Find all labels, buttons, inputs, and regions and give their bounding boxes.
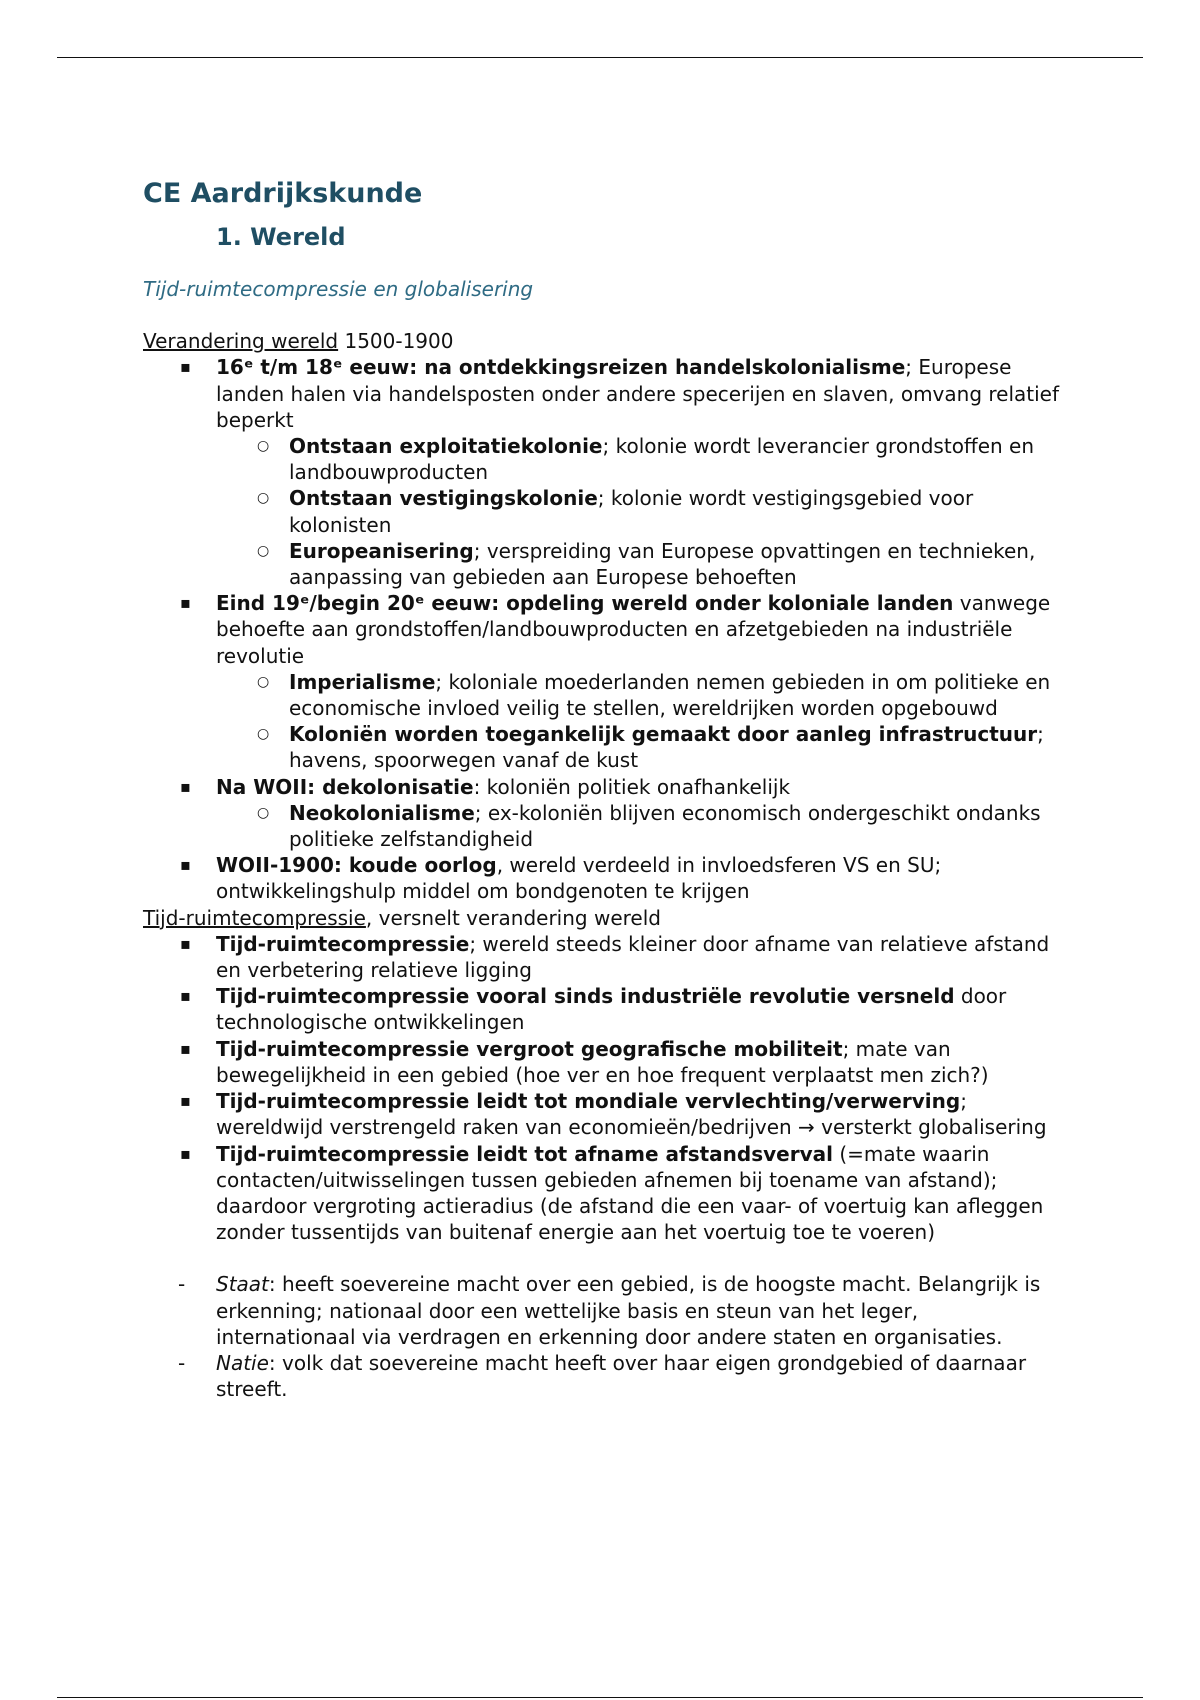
list-item-term: Tijd-ruimtecompressie leidt tot mondiale vervlechting/verwerving: [216, 1089, 961, 1114]
sub-list-item-text: ; havens, spoorwegen vanaf de kust: [289, 722, 1044, 773]
list-item-text: ; Europese landen halen via handelsposten onder andere specerijen en slaven, omvang relatief beperkt: [216, 355, 1060, 432]
definition-item-natie: [143, 1350, 1063, 1402]
list-item: [143, 1036, 1063, 1088]
section-heading-verandering: [143, 328, 1063, 354]
sub-list: [216, 669, 1063, 774]
list-item-term: Tijd-ruimtecompressie: [216, 931, 470, 956]
sub-list: [216, 433, 1063, 590]
section-heading-rest: 1500-1900: [338, 329, 454, 354]
list-item-text: ; wereld steeds kleiner door afname van relatieve afstand en verbetering relatieve ligging: [216, 931, 1050, 983]
sub-list-item: [216, 669, 1063, 721]
list-item-text: door technologische ontwikkelingen: [216, 984, 1007, 1035]
definition-list: [143, 1271, 1063, 1402]
sub-list-item: [216, 538, 1063, 590]
list-item: [143, 774, 1063, 853]
sub-list-item-term: Ontstaan vestigingskolonie: [289, 486, 598, 511]
list-item-text: ; wereldwijd verstrengeld raken van economieën/bedrijven → versterkt globalisering: [216, 1089, 1047, 1140]
sub-list-item: [216, 800, 1063, 852]
definition-text: : volk dat soevereine macht heeft over haar eigen grondgebied of daarnaar streeft.: [216, 1350, 1027, 1402]
list-item: [143, 931, 1063, 983]
chapter-heading: 1. Wereld: [216, 223, 346, 251]
sub-list-item-term: Neokolonialisme: [289, 800, 475, 825]
sub-list-item: [216, 721, 1063, 773]
definition-term: Staat: [216, 1272, 269, 1297]
list-item-text: : koloniën politiek onafhankelijk: [473, 774, 791, 799]
list-item: [143, 1088, 1063, 1140]
section-heading-underlined: Verandering wereld: [143, 329, 339, 354]
bullet-list-compressie: [143, 931, 1063, 1245]
list-item-text: , wereld verdeeld in invloedsferen VS en SU; ontwikkelingshulp middel om bondgenoten te krijgen: [216, 853, 942, 904]
sub-list-item-term: Koloniën worden toegankelijk gemaakt door aanleg infrastructuur: [289, 722, 1038, 747]
list-item-text: (=mate waarin contacten/uitwisselingen tussen gebieden afnemen bij toename van afstand); daardoor vergroting actieradius (de afstand die een vaar- of voertuig kan afleggen zonder tussentijds van buitenaf energie aan het voertuig toe te voeren): [216, 1141, 1044, 1245]
header-rule: [57, 57, 1143, 58]
definition-item-staat: [143, 1271, 1063, 1350]
list-item-term: 16ᵉ t/m 18ᵉ eeuw: na ontdekkingsreizen handelskolonialisme: [216, 355, 906, 380]
sub-list-item-text: ; ex-koloniën blijven economisch ondergeschikt ondanks politieke zelfstandigheid: [289, 800, 1041, 852]
page-title: CE Aardrijkskunde: [143, 178, 423, 209]
section-subtitle: Tijd-ruimtecompressie en globalisering: [143, 277, 534, 301]
list-item-term: Tijd-ruimtecompressie leidt tot afname afstandsverval: [216, 1141, 833, 1166]
sub-list-item-text: ; kolonie wordt vestigingsgebied voor kolonisten: [289, 486, 974, 537]
list-item-term: Eind 19ᵉ/begin 20ᵉ eeuw: opdeling wereld onder koloniale landen: [216, 591, 954, 616]
footer-rule: [57, 1697, 1143, 1698]
section-heading-rest: , versnelt verandering wereld: [365, 905, 661, 930]
list-item-text: vanwege behoefte aan grondstoffen/landbouwproducten en afzetgebieden na industriële revolutie: [216, 591, 1051, 668]
list-item-term: WOII-1900: koude oorlog: [216, 853, 497, 878]
definition-text: : heeft soevereine macht over een gebied, is de hoogste macht. Belangrijk is erkenning; nationaal door een wettelijke basis en steun van het leger, internationaal via verdragen en erkenning door andere staten en organisaties.: [216, 1272, 1041, 1349]
definition-term: Natie: [216, 1350, 269, 1375]
list-item-term: Tijd-ruimtecompressie vergroot geografische mobiliteit: [216, 1036, 843, 1061]
list-item: [143, 983, 1063, 1035]
list-item: [143, 354, 1063, 590]
list-item: [143, 590, 1063, 773]
list-item-term: Na WOII: dekolonisatie: [216, 774, 474, 799]
sub-list-item-term: Europeanisering: [289, 538, 474, 563]
section-heading-underlined: Tijd-ruimtecompressie: [143, 905, 366, 930]
list-item-text: ; mate van bewegelijkheid in een gebied (hoe ver en hoe frequent verplaatst men zich?): [216, 1036, 989, 1087]
sub-list-item-term: Imperialisme: [289, 669, 436, 694]
sub-list: [216, 800, 1063, 852]
bullet-list-verandering: [143, 354, 1063, 904]
sub-list-item: [216, 433, 1063, 485]
sub-list-item-term: Ontstaan exploitatiekolonie: [289, 434, 603, 459]
sub-list-item: [216, 485, 1063, 537]
sub-list-item-text: ; verspreiding van Europese opvattingen en technieken, aanpassing van gebieden aan Europese behoeften: [289, 538, 1036, 590]
list-item: [143, 1141, 1063, 1246]
list-item-term: Tijd-ruimtecompressie vooral sinds industriële revolutie versneld: [216, 984, 955, 1009]
document-body: [143, 176, 1063, 1402]
section-heading-compressie: [143, 905, 1063, 931]
sub-list-item-text: ; koloniale moederlanden nemen gebieden in om politieke en economische invloed veilig te stellen, wereldrijken worden opgebouwd: [289, 669, 1051, 721]
sub-list-item-text: ; kolonie wordt leverancier grondstoffen en landbouwproducten: [289, 434, 1035, 485]
list-item: [143, 852, 1063, 904]
